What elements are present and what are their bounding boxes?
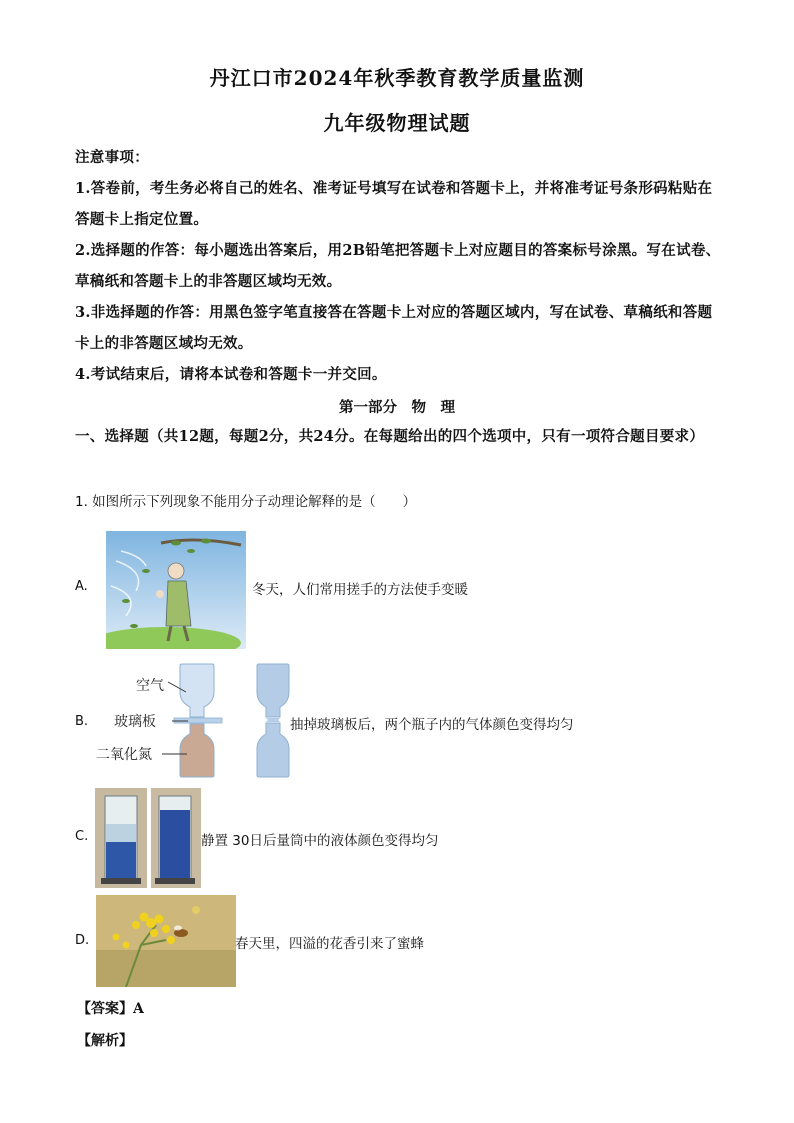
part-title: 第一部分 物 理	[339, 399, 455, 416]
label-air: 空气	[136, 678, 164, 694]
section-title: 一、选择题（共12题，每题2分，共24分。在每题给出的四个选项中，只有一项符合题目要求）	[75, 428, 705, 445]
option-a-letter: A.	[75, 579, 88, 594]
notice-item-2: 2.选择题的作答：每小题选出答案后，用2B铅笔把答题卡上对应题目的答案标号涂黑。写在试卷、草稿纸和答题卡上的非答题区域均无效。	[75, 242, 721, 290]
option-c-text: 静置 30日后量筒中的液体颜色变得均匀	[201, 833, 439, 849]
option-c-letter: C.	[75, 829, 89, 844]
answer-label: 【答案】	[77, 1001, 133, 1017]
option-d-image	[96, 895, 236, 987]
answer-value: A	[133, 1001, 144, 1017]
notice-item-3: 3.非选择题的作答：用黑色签字笔直接答在答题卡上对应的答题区域内，写在试卷、草稿纸和答题卡上的非答题区域均无效。	[75, 304, 713, 352]
notice-item-1: 1.答卷前，考生务必将自己的姓名、准考证号填写在试卷和答题卡上，并将准考证号条形码粘贴在答题卡上指定位置。	[75, 180, 713, 228]
question-stem: 1. 如图所示下列现象不能用分子动理论解释的是（ ）	[75, 494, 417, 510]
option-c-image	[95, 788, 205, 888]
option-d-letter: D.	[75, 933, 90, 948]
option-b-text: 抽掉玻璃板后，两个瓶子内的气体颜色变得均匀	[290, 717, 574, 733]
option-b-image	[92, 662, 292, 782]
notice-heading: 注意事项：	[75, 149, 149, 166]
label-glass-plate: 玻璃板	[114, 714, 156, 730]
notice-item-4: 4.考试结束后，请将本试卷和答题卡一并交回。	[75, 366, 387, 383]
option-b-letter: B.	[75, 714, 89, 729]
analysis-label: 【解析】	[77, 1033, 133, 1049]
option-d-text: 春天里，四溢的花香引来了蜜蜂	[235, 936, 424, 952]
option-a-image	[106, 531, 246, 649]
label-no2: 二氧化氮	[96, 747, 152, 763]
answer-line	[77, 998, 144, 1018]
exam-title: 丹江口市2024年秋季教育教学质量监测	[209, 66, 585, 90]
exam-subtitle: 九年级物理试题	[323, 111, 471, 135]
option-a-text: 冬天，人们常用搓手的方法使手变暖	[252, 582, 468, 598]
